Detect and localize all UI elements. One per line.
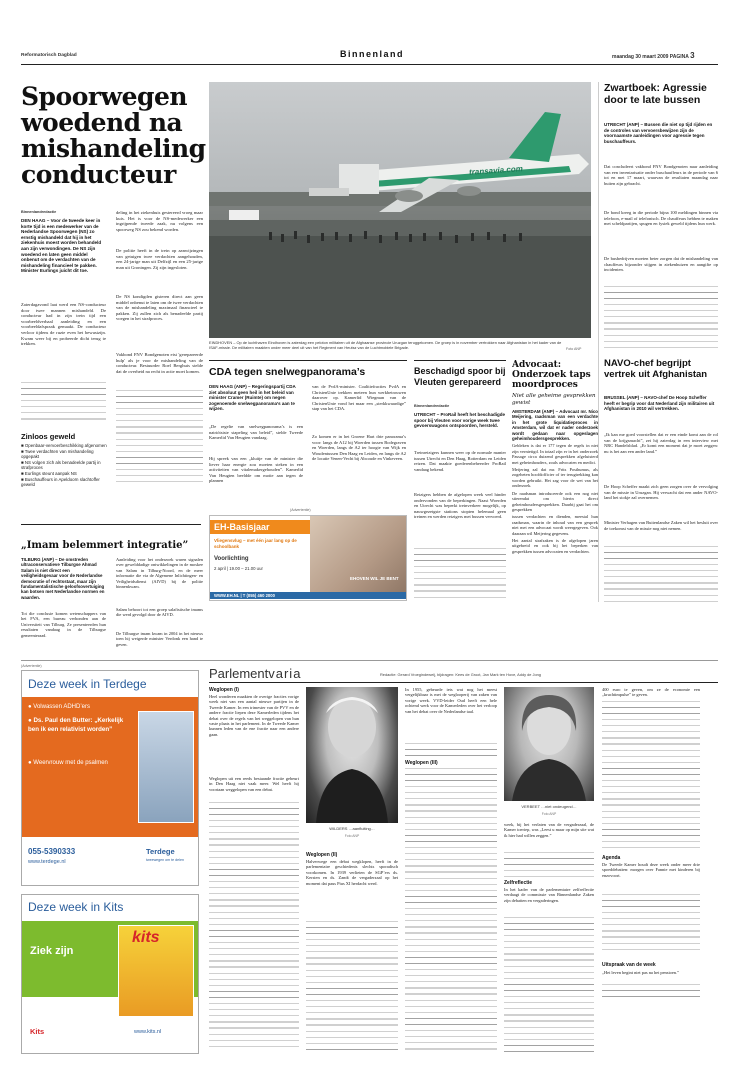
main-para5: Vakbond FNV Bondgenoten eist 'gerepareerde hulp' als je voor de mishandeling van de conducteur. Bestuurder Roel Berghuis stelde dat de overheid na recht in actie moet komen. (116, 352, 203, 374)
right-vertical-rule (598, 82, 599, 602)
parlement-col3-heading: Weglopen (III) (405, 760, 438, 766)
main-para3: De politie heeft in de trein op aanwijzingen van getuigen twee verdachten aangehouden, een 24-jarige man uit Delfzijl en een 25-jarige man uit Groningen. Zij zijn ingesloten. (116, 248, 203, 270)
terdege-ad-item-2: ● Ds. Paul den Butter: „Kerkelijk ben ik een relativist worden” (28, 717, 124, 733)
kits-ad-brand: Kits (30, 1027, 45, 1036)
parlement-col3-lines-b (405, 768, 497, 1052)
parlement-title-a: Parlement (209, 666, 269, 681)
zinloos-item: ■ Openbaar-vervoerbeschikking afgenomen (21, 443, 107, 448)
spoor-para1: UTRECHT – ProRail heeft het beschadigde spoor bij Vleuten voor vorige week twee gevoerswagons ontspoorden, hersteld. (414, 412, 506, 428)
eh-ad-tagline: Vliegensvlug – met één jaar lang op de schoolbank (214, 538, 297, 549)
main-photo-airplane (209, 82, 591, 338)
zwartboek-text-lines (604, 286, 718, 350)
eh-ad-url: WWW.EH.NL | T (055) 460 2000 (210, 592, 407, 599)
uitspraak-quote: „Het leven begint niet pas na het pensioen.” (602, 970, 680, 975)
advocaat-para1: AMSTERDAM (ANP) – Advocaat mr. Nico Meijering, raadsman van een verdachte in het grote liquidatieproces in Amsterdam, wil dat er nader onderzoek wordt gedaan naar opgeslagen geheimhoudersgesprekken. (512, 409, 598, 442)
parlement-col5-intro: 400 euro te geven, om ze de economie een „kruchtimpulse” te geven. (602, 687, 700, 698)
wilders-silhouette (306, 687, 398, 823)
uitspraak-lines (602, 984, 700, 998)
parlement-portrait-verbeet (504, 687, 594, 801)
zwartboek-intro: UTRECHT (ANP) – Bussen die niet op tijd rijden en de controles van vervoersbewijzen zijn de voornaamste aanleidingen voor agressie tegen buschauffeurs. (604, 122, 713, 144)
airplane-graphic (209, 82, 591, 338)
spotlight-top-rule (21, 524, 201, 525)
main-para1: Zaterdagavond laat werd een NS-conducteur door twee mannen mishandeld. De conducteur had in zijn trein tijd een voorbeeldverhaal aanleiding en een voorbeeldafspraak gemaakt. De conducteur verloor tijdens de ruzie even het bewustzijn. Kwam weer bij en probeerde dicht terug te trekken. (21, 302, 106, 347)
advocaat-para5: tussen verdachten en dienden, meestal hun raadsman, waarin de inhoud van een gesprek niet met een advocaat wordt weergegeven. Ook daaraan wil Meijering gegevens. (512, 514, 598, 536)
nato-para2: De Hoop Scheffer maakt zich geen zorgen over de vervolging van de missie in Uruzgan. Hij verwacht dat een ander NAVO-land het stokje zal overnemen. (604, 484, 718, 500)
main-para2: deling in het ziekenhuis gestereerd vroeg maar kuis. Het is voor de NS-medewerker een ingrijpende tweede zaak, nu volgens een spoorweg NS zou bekend worden. (116, 210, 203, 232)
spoor-byline: Binnenlandredactie (414, 404, 450, 408)
cda-para4: Zo komen er in het Groene Hart drie panorama’s voor: langs de A12 bij Woerden tussen Bodegraven en Woerden, langs de A2 ter hoogte van Wijk en Woudentussen Den Haag en Leiden, en langs de A2 de locatie Venen-Vecht bij Abcoude en Vinkeveen. (312, 434, 406, 461)
parlement-col4-lines-b (504, 917, 594, 1052)
parlement-title-b: varia (268, 666, 302, 681)
header-date-text: maandag 30 maart 2009 PAGINA (612, 54, 689, 60)
parlement-col3-lines (405, 743, 497, 757)
main-text-lines-col2 (116, 390, 203, 486)
spotlight-para2: Tot die conclusie komen wetenschappers van het FVA, een bureau verbonden aan de Universiteit van Tilburg. Ze presenteerden hun resultaten vandaag in de Tilburgse gemeenteraad. (21, 611, 106, 638)
zinloos-item: ■ Eurlings steunt aanpak NS (21, 470, 77, 476)
parlement-portrait2-credit: Foto ANP (541, 812, 557, 816)
terdege-ad[interactable] (21, 670, 199, 886)
parlement-col1-text: Heel wonderen maakten de overige fracties vorige week niet van een aantal nieuwe partijen in de Tweede Kamer. In een trimester van de PVV en de andere fractie liepen deze Kamerleden tijdens het debat over de regels van het weggelopen van hun vaste plaats in het parlement. In de Tweede Kamer kunnen leden van de ene fractie naar een andere gaan. (209, 694, 299, 737)
parlement-col5-lines-b (602, 894, 700, 950)
eh-ad-label: (Advertentie) (290, 508, 311, 512)
parlement-title (209, 666, 301, 681)
parlement-editors: Redactie: Gerard Vroegindeweij, bijdragen: Kees de Groot, Jan Mark ten Hove, Addy de Jong (380, 672, 541, 677)
zinloos-item: ■ Buschauffeurs in Apeldoorn slachtoffer geweld (21, 476, 100, 488)
airplane-livery-text: transavia.com (468, 164, 524, 177)
parlement-portrait2-caption: VERBEET …niet ondeugend… (521, 804, 577, 809)
spoor-para2: Treinreizigers kunnen weer op de normale manier tussen Utrecht en Den Haag, Rotterdam en Leiden reizen. Dat maakte goederenbeheerder ProRail vandaag bekend. (414, 450, 506, 472)
kits-ad-title: Deze week in Kits (28, 900, 124, 914)
terdege-ad-title: Deze week in Terdege (28, 677, 147, 691)
zwartboek-para2: De bond kreeg in die periode bijna 100 meldingen binnen via telefoon, e-mail of telefonisch. De chauffeurs hebben te maken met scheldpartijen, spugen en fysiek geweld tijdens hun werk. (604, 210, 718, 226)
kits-cover-logo: kits (132, 929, 160, 946)
nato-intro: BRUSSEL (ANP) – NAVO-chef De Hoop Scheffer heeft er begrip voor dat Nederland zijn militairen uit Afghanistan in 2010 wil vertrekken. (604, 395, 715, 411)
spotlight-para5: De Tilburgse imam kwam in 2004 in het nieuws toen hij weigerde minister Verdonk een hand te geven. (116, 631, 203, 647)
eh-ad[interactable] (209, 515, 407, 601)
parlement-portrait-wilders (306, 687, 398, 823)
advocaat-para4: De raadsman introduceerde ook een nog niet stierendat om hierin direct geheimhoudersgesprekken. Daarbij gaat het om gesprekken (512, 490, 598, 512)
main-byline: Binnenlandredactie (21, 210, 57, 214)
terdege-ad-brand-sub: tweewegen om te delen (146, 858, 184, 862)
parlement-col2-lines (306, 921, 398, 1052)
terdege-ad-url: www.terdege.nl (28, 859, 66, 865)
uitspraak-heading: Uitspraak van de week (602, 962, 656, 968)
parlement-col1-lines (209, 802, 299, 1052)
spotlight-para1: TILBURG (ANP) – De omstreden ultraconservatieve Tilburgse Ahmad Salam is niet direct een veiligheidsgevaar voor de Nederlandse democratie of rechtsstaat, maar zijn fundamentalistische geloofsovertuiging kan botsen met Nederlandse normen en waarden. (21, 557, 105, 600)
eh-ad-title: EH-Basisjaar (210, 520, 310, 534)
parlement-col3-intro: In 1955, gebeurde iets wat nog het meest vergelijkbaar is met de weglooperij van zaken van vorige week. VVD-leider Oud heeft een hele ochtend werk voor de Kamerleden over het verloop van het debat over de Nederlandse taal. (405, 687, 497, 714)
zwartboek-headline: Zwartboek: Agressie door te late bussen (604, 82, 707, 106)
zinloos-item: ■ Twee verdachten van mishandeling opgepakt (21, 448, 94, 460)
parlement-col2-heading: Weglopen (II) (306, 852, 338, 858)
main-intro: DEN HAAG – Voor de tweede keer in korte tijd is een medewerker van de Nederlandse Spoorwegen (NS) zo ernstig mishandeld dat hij in het ziekenhuis moest worden behandeld aan zijn verwondingen. De NS zijn woedend en laten geen middel onbenut om de verdachten van de mishandeling financieel te pakken. Minister Eurlings juicht dit toe. (21, 218, 102, 274)
terdege-ad-brand: Terdege (146, 847, 175, 856)
spotlight-para3: Aanleiding voor het onderzoek waren signalen over gewelddadige ontwikkelingen in de moskee van Salam in Tilburg-Noord, en de meer informatie die via de Algemene Inlichtingen- en Veiligheidsdienst (AIVD) bij de politie binnenkwam. (116, 557, 203, 590)
cda-top-rule (209, 360, 407, 361)
nato-para3: Minister Verhagen van Buitenlandse Zaken wil het besluit over de toekomst van de missie nog niet nemen. (604, 520, 718, 531)
spoor-para3: Reizigers hebben de afgelopen week veel hinder ondervonden van de beperkingen. Naast Woerden en Utrecht was beperkt treinverkeer mogelijk, op nauwgezetgste stations stopten helemaal geen treinen en werden reizigers met bussen vervoerd. (414, 492, 506, 519)
spoor-headline: Beschadigd spoor bij Vleuten gerepareerd (414, 366, 506, 387)
advocaat-para6: Het aantal strafzaken is de afgelopen jaren uitgebreid en ook bij het beperken van gesprekken tussen advocaten en verdachten. (512, 537, 598, 554)
spoor-text-lines (414, 548, 506, 602)
zwartboek-para1: Dat concludeert vakbond FNV Bondgenoten naar aanleiding van een inventarisatie onder buschauffeurs in de periode van 6 tot en met 17 maart, waarvan de resultaten maandag naar buiten zijn gebracht. (604, 164, 718, 186)
parlement-portrait1-caption: WILDERS …aanfluiting… (329, 826, 375, 831)
terdege-ad-phone: 055-5390333 (28, 847, 76, 856)
lower-divider (21, 660, 718, 661)
parlement-col4-heading: Zelfreflectie (504, 880, 533, 886)
nato-headline: NAVO-chef begrijpt vertrek uit Afghanistan (604, 358, 708, 380)
kits-ad[interactable] (21, 894, 199, 1054)
terdege-cover (138, 711, 194, 823)
parlement-col5-heading: Agenda (602, 855, 621, 861)
cda-para2: Hij spreek van een „kluitje van de minister die liever haar energie zou moeten steken in een activiteiten van vitalemakergehouden”. Kamerlid Van Heugten beeldde om motie aan tegen de plannen (209, 456, 303, 483)
verbeet-silhouette (504, 687, 594, 801)
parlement-col1b-text: Weglopen uit een reeds bestaande fractie gebeurt in Den Haag niet vaak meer. Wel heeft hij voortaan weggelopen van een debat. (209, 776, 299, 792)
header-section: Binnenland (340, 49, 404, 59)
zinloos-title: Zinloos geweld (21, 432, 76, 441)
advocaat-visible-headline: Advocaat: Onderzoek taps moordproces (512, 360, 591, 390)
parlement-col5b-text: De Tweede Kamer houdt deze week onder meer drie spoeddebatten: morgen over Fannie met kinderen bij enzovoort. (602, 862, 700, 878)
parlement-col4-lines (504, 852, 594, 878)
header-date (612, 51, 695, 60)
parlement-col4b-text: In het kader van de parlementaire zelfreflectie verdaagt de commissie van Binnenlandse Zaken zijn debatten en vergaderingen. (504, 887, 594, 903)
header-rule (21, 64, 718, 65)
zinloos-list (21, 443, 109, 488)
parlement-col4-text: week, bij het verlaten van de vergaderzaal, de Kamer toeriep, was „Leest u maar op mijn site wat ik hier had willen zeggen.” (504, 822, 594, 838)
cda-intro: DEN HAAG (ANP) – Regeringspartij CDA ziet absoluut geen heil in het beleid van minister Cramer (Ruimte) om negen zogenoemde snelwegpanorama’s aan te wijzen. (209, 384, 296, 411)
spoor-top-rule (414, 360, 506, 361)
cda-para3: van de PvdA-minister. Coalitiefracties PvdA en ChristenUnie trekken meteen hun werkbetrouwen daarover op. Kamerlid Wiegman van de ChristenUnie vond het maar een „sterkkwaardige” stap van het CDA. (312, 384, 406, 411)
kits-ad-url: www.kits.nl (134, 1029, 162, 1035)
eh-ad-date: 2 april | 19.00 – 21.00 uur (214, 566, 263, 571)
zwartboek-para3: De busbedrijven moeten beter zorgen dat de mishandeling van chauffeurs bijzonder stijgen in ziekenhuizen en aangifte op incidenten. (604, 256, 718, 272)
advocaat-subhead: Niet alle geheime gesprekken gewist (512, 393, 596, 406)
spotlight-headline: „Imam belemmert integratie” (21, 540, 189, 551)
header-paper-name: Reformatorisch Dagblad (21, 53, 77, 58)
terdege-ad-item-3: ● Weervrouw met de psalmen (28, 760, 108, 766)
nato-para1: „Ik kan me goed voorstellen dat er een einde komt aan de rol van de krijgsmacht”, zei hij zaterdag in een interview met NRC Handelsblad. „Er komt een moment dat je moet zeggen: nu is het aan een ander land.” (604, 432, 718, 454)
main-para4: De NS kondigden gisteren direct aan geen middel onbenut te laten om de twee verdachten van de mishandeling maximaal financieel te pakken. Zij zullen zich als benadeelde partij voegen in het strafproces. (116, 294, 203, 322)
parlement-portrait1-credit: Foto ANP (344, 834, 360, 838)
main-photo-credit: Foto ANP (566, 347, 582, 351)
eh-ad-sub: Voorlichting (214, 556, 249, 562)
terdege-ad-item-1: ● Volwassen ADHD’ers (28, 704, 90, 710)
advocaat-article (512, 360, 598, 604)
eh-ad-logo: EHOVEN WIL JE BENT (350, 576, 399, 581)
kits-ad-tagline: Ziek zijn (30, 945, 74, 957)
header-page-number: 3 (690, 51, 695, 60)
main-text-lines-col1 (21, 382, 106, 424)
advocaat-para3: Meijering zal dat mr. Frits Posthumus, als zogeheten hoofdofficier of ter terugtrekking kan worden gebruikt. Het zag voor de wet van het onderzoek. (512, 467, 598, 489)
parlement-col5-lines (602, 701, 700, 851)
terdege-ad-label: (Advertentie) (21, 664, 42, 668)
main-headline: Spoorwegen woedend na mishandeling conducteur (21, 82, 206, 189)
advocaat-para2: Gebleken is dat er 177 tegen de regels in niet zijn vernietigd. In totaal zijn er in het onderzoek Passage circa duizend gesprekken afgeluisterd met geheimhouders, zoals advocaten en medici. (512, 443, 598, 465)
zinloos-item: ■ NS volgen zich als benadeelde partij in strafproces (21, 459, 101, 471)
cda-para1: „De regelte van snelwegpanorama’s is een natriótsiste stapeling van beleid”, stelde Tweede Kamerlid Van Heugten vandaag. (209, 424, 303, 440)
nato-text-lines (604, 546, 718, 604)
parlement-col2-text: Halverwege een debat wegklopen, heeft in de parlementaire geschiedenis slechts sporadisch voorkomen. In 1939 verlieten de SGP’ers ds. Kersten en ds. Zandt de vergaderzaal op het moment dat paus Pius XI herdacht werd. (306, 859, 398, 886)
spotlight-para4: Salam behoort tot een groep salafistische imams die werd gevolgd door de AIVD. (116, 607, 203, 618)
cda-headline: CDA tegen snelwegpanorama’s (209, 366, 366, 378)
main-photo-caption: EINDHOVEN – Op de luchthaven Eindhoven is zaterdag een peloton militairen uit de Afghaanse provincie Uruzgan teruggekomen. De groep is in november vertrokken naar Afghanistan in het kader van de ISAF-missie. De militairen maakten onder meer deel uit van het Regiment van Heutsz van de Luchtmobiele Brigade. (209, 341, 562, 350)
parlement-col1-heading: Weglopen (I) (209, 687, 239, 693)
parlement-rule (209, 682, 718, 683)
